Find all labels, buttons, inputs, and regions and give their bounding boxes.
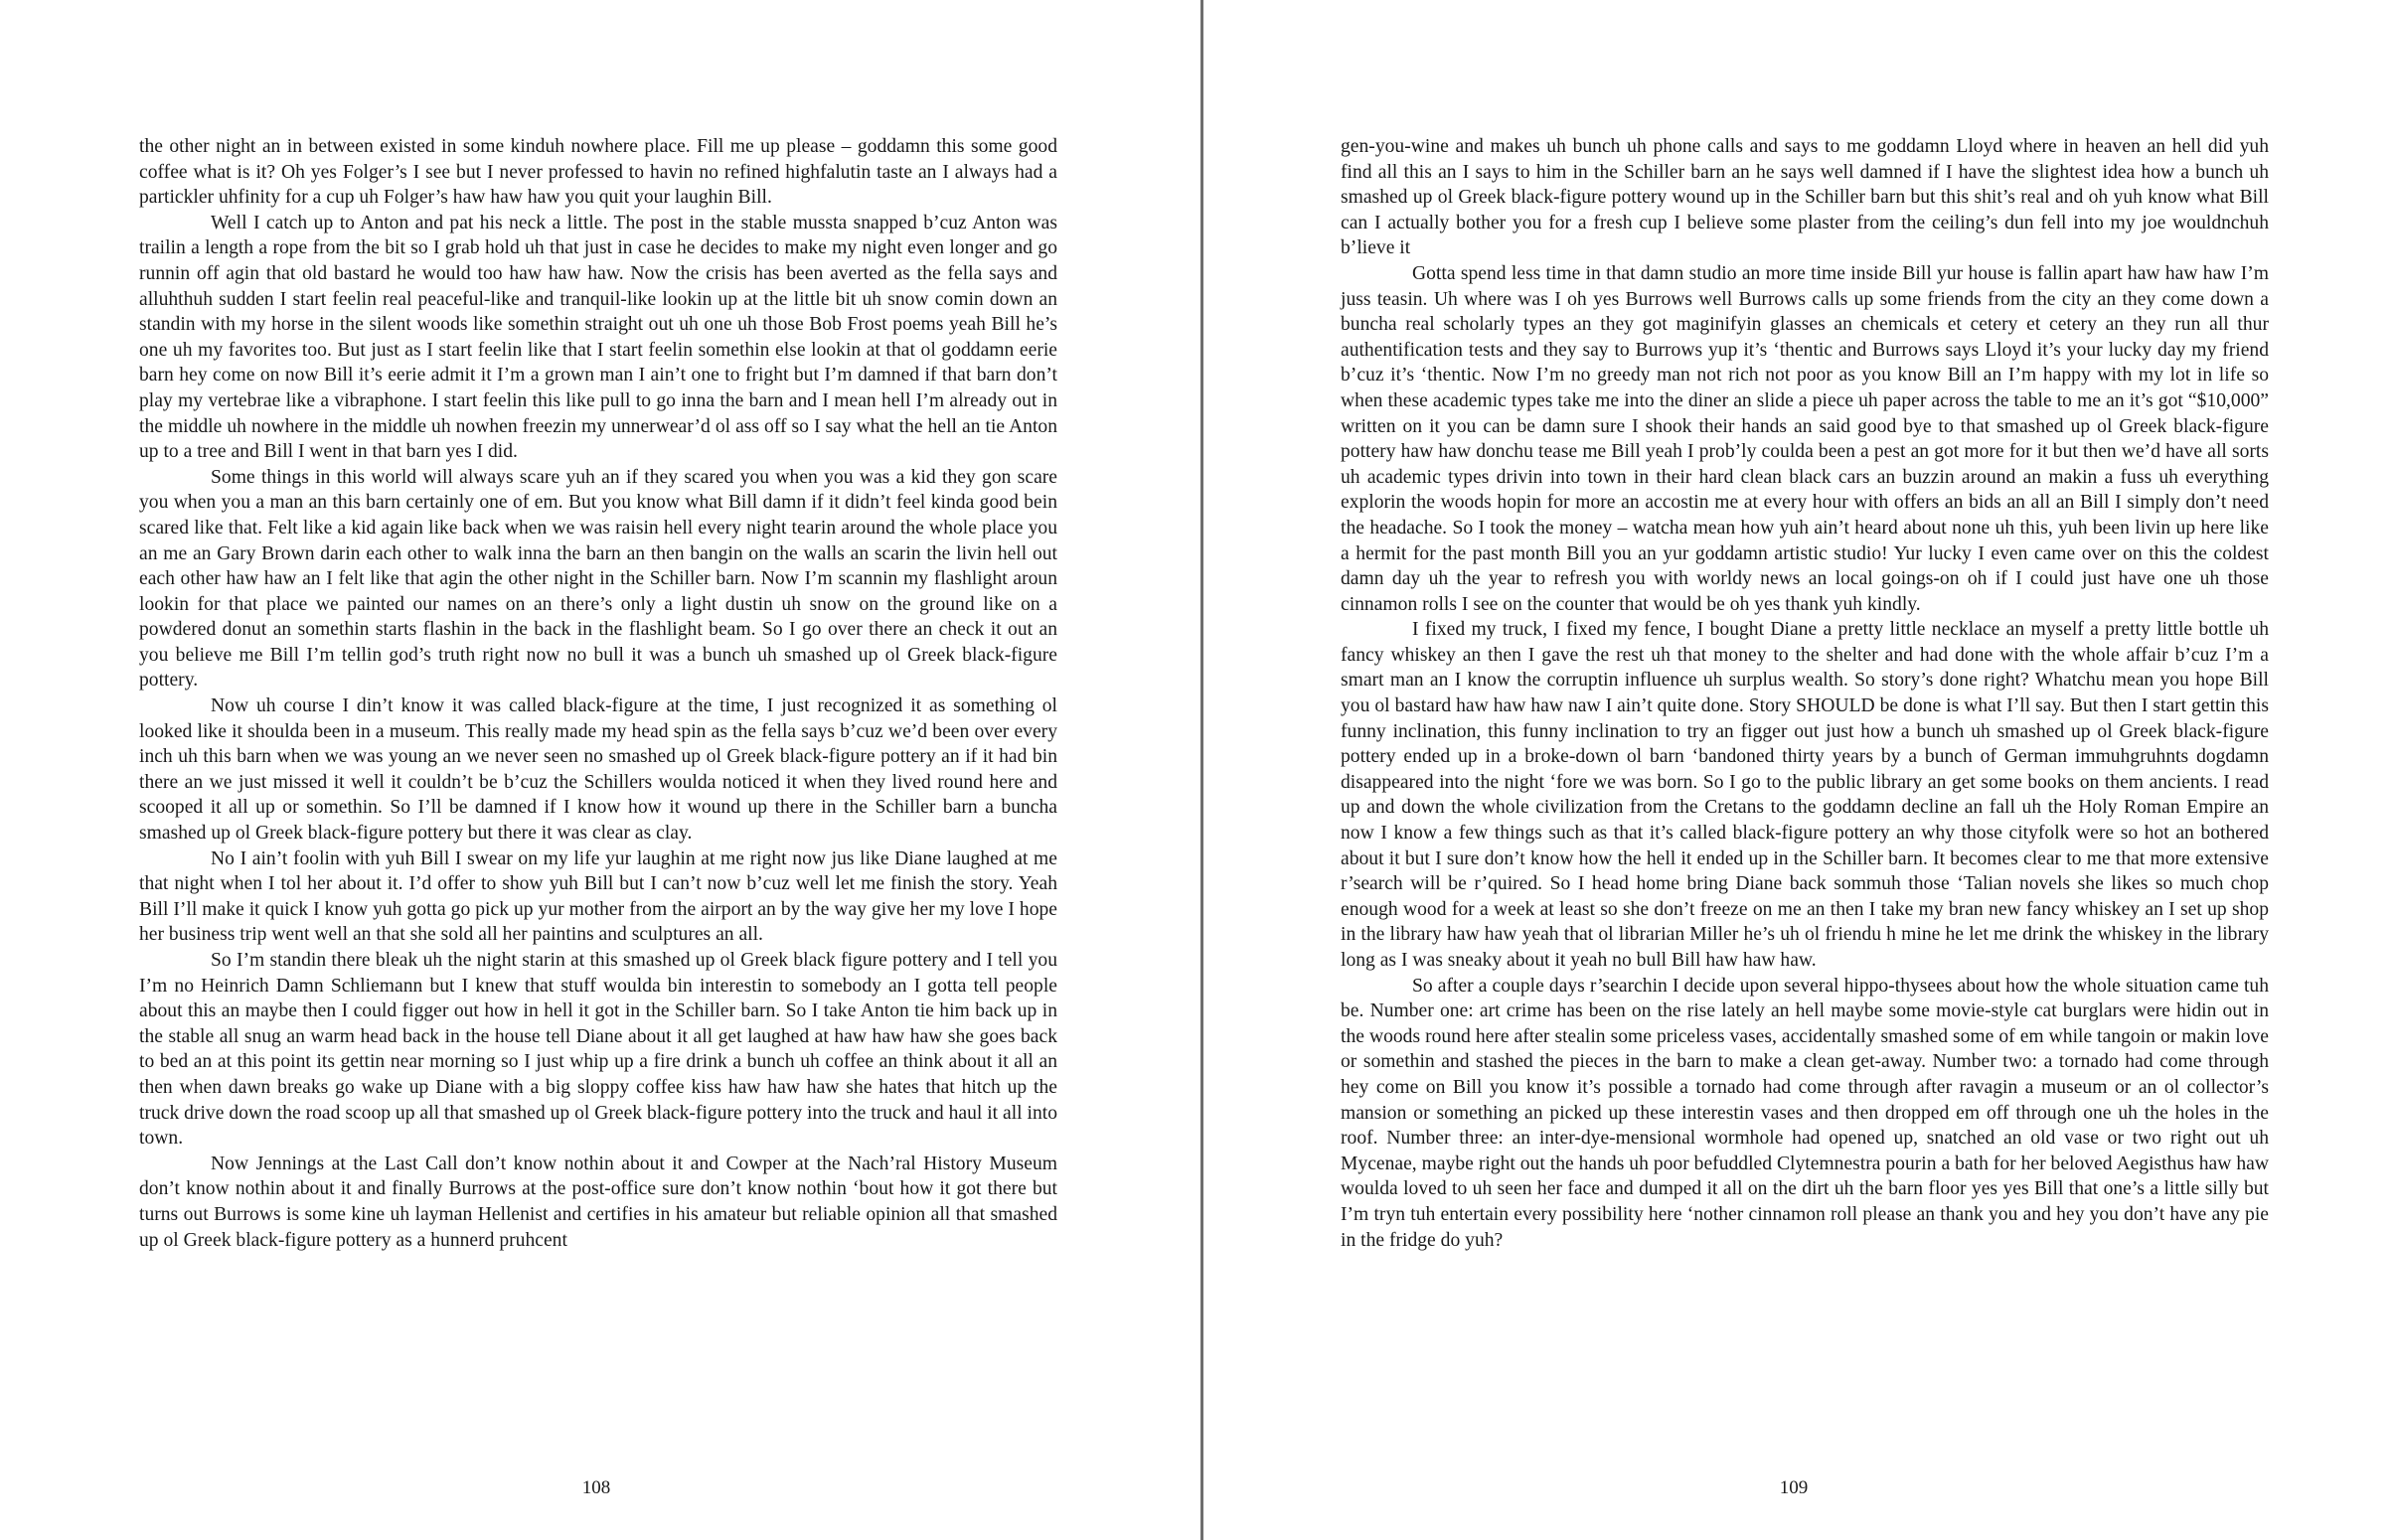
paragraph: the other night an in between existed in some kinduh nowhere place. Fill me up please – goddamn this some good coffee what is it? Oh yes Folger’s I see but I never professed to havin no refined highfalutin taste an I always had a partickler uhfinity for a cup uh Folger’s haw haw haw you quit your laughin Bill.: [139, 136, 1057, 209]
paragraph: Well I catch up to Anton and pat his neck a little. The post in the stable mussta snapped b’cuz Anton was trailin a length a rope from the bit so I grab hold uh that just in case he decides to make my night even longer and go runnin off agin that old bastard he would too haw haw haw. Now the crisis has been averted as the fella says and alluhthuh sudden I start feelin real peaceful-like and tranquil-like lookin up at the little bit uh snow comin down an standin with my horse in the silent woods like somethin straight out uh one uh those Bob Frost poems yeah Bill he’s one uh my favorites too. But just as I start feelin like that I start feelin somethin else lookin at that ol goddamn eerie barn hey come on now Bill it’s eerie admit it I’m a grown man I ain’t one to fright but I’m damned if that barn don’t play my vertebrae like a vibraphone. I start feelin this like pull to go inna the barn and I mean hell I’m already out in the middle uh nowhere in the middle uh nowhen freezin my unnerwear’d ol ass off so I say what the hell an tie Anton up to a tree and Bill I went in that barn yes I did.: [139, 212, 1057, 463]
paragraph: gen-you-wine and makes uh bunch uh phone calls and says to me goddamn Lloyd where in heaven an hell did yuh find all this an I says to him in the Schiller barn an he says well damned if I have the slightest idea how a bunch uh smashed up ol Greek black-figure pottery wound up in the Schiller barn but this shit’s real and oh yuh know what Bill can I actually bother you for a fresh cup I believe some plaster from the ceiling’s dun fell into my joe wouldnchuh b’lieve it: [1341, 136, 2269, 259]
paragraph: Gotta spend less time in that damn studio an more time inside Bill yur house is fallin apart haw haw haw I’m juss teasin. Uh where was I oh yes Burrows well Burrows calls up some friends from the city an they come down a buncha real scholarly types an they got maginifyin glasses an chemicals et cetery et cetery an they run all thur authentification tests and they say to Burrows yup it’s ‘thentic and Burrows says Lloyd it’s your lucky day my friend b’cuz it’s ‘thentic. Now I’m no greedy man not rich not poor as you know Bill an I’m happy with my lot in life so when these academic types take me into the diner an slide a piece uh paper across the table to me an it’s got “$10,000” written on it you can be damn sure I shook their hands an said good bye to that smashed up ol Greek black-figure pottery haw haw donchu tease me Bill yeah I prob’ly coulda been a pest an got more for it but then we’d have all sorts uh academic types drivin into town in their hard clean black cars an buzzin around an makin a fuss uh everything explorin the woods hopin for more an accostin me at every hour with offers an bids an all an Bill I simply don’t need the headache. So I took the money – watcha mean how yuh ain’t heard about none uh this, yuh been livin up here like a hermit for the past month Bill you an yur goddamn artistic studio! Yur lucky I even came over on this the coldest damn day uh the year to refresh you with worldy news an local goings-on oh if I could just have one uh those cinnamon rolls I see on the counter that would be oh yes thank yuh kindly.: [1341, 262, 2269, 615]
book-spine-divider: [1200, 0, 1203, 1540]
paragraph: Now Jennings at the Last Call don’t know nothin about it and Cowper at the Nach’ral History Museum don’t know nothin about it and finally Burrows at the post-office sure don’t know nothin ‘bout how it got there but turns out Burrows is some kine uh layman Hellenist and certifies in his amateur but reliable opinion all that smashed up ol Greek black-figure pottery as a hunnerd pruhcent: [139, 1153, 1057, 1251]
paragraph: I fixed my truck, I fixed my fence, I bought Diane a pretty little necklace an myself a pretty little bottle uh fancy whiskey an then I gave the rest uh that money to the shelter and had done with the whole affair b’cuz I’m a smart man an I know the corruptin influence uh surplus wealth. So story’s done right? Whatchu mean you hope Bill you ol bastard haw haw haw naw I ain’t quite done. Story SHOULD be done is what I’ll say. But then I start gettin this funny inclination, this funny inclination to try an figger out just how a bunch uh smashed up ol Greek black-figure pottery ended up in a broke-down ol barn ‘bandoned thirty years by a bunch of German immuhgruhnts dogdamn disappeared into the night ‘fore we was born. So I go to the public library an get some books on them ancients. I read up and down the whole civilization from the Cretans to the goddamn decline an fall uh the Holy Roman Empire an now I know a few things such as that it’s called black-figure pottery an why those cityfolk were so hot an bothered about it but I sure don’t know how the hell it ended up in the Schiller barn. It becomes clear to me that more extensive r’search will be r’quired. So I head home bring Diane back sommuh those ‘Talian novels she likes so much chop enough wood for a week at least so she don’t freeze on me an then I take my bran new fancy whiskey an I set up shop in the library haw haw yeah that ol librarian Miller he’s uh ol friendu h mine he let me drink the whiskey in the library long as I was sneaky about it yeah no bull Bill haw haw haw.: [1341, 619, 2269, 971]
paragraph: No I ain’t foolin with yuh Bill I swear on my life yur laughin at me right now jus like Diane laughed at me that night when I tol her about it. I’d offer to show yuh Bill but I can’t now b’cuz well let me finish the story. Yeah Bill I’ll make it quick I know yuh gotta go pick up yur mother from the airport an by the way give her my love I hope her business trip went well an that she sold all her paintins and sculptures an all.: [139, 847, 1057, 946]
page-number: 108: [581, 1477, 611, 1498]
right-page: [1204, 0, 2393, 1540]
paragraph: So I’m standin there bleak uh the night starin at this smashed up ol Greek black figure pottery and I tell you I’m no Heinrich Damn Schliemann but I knew that stuff woulda bin interestin to somebody an I gotta tell people about this an maybe then I could figger out how in hell it got in the Schiller barn. So I take Anton tie him back up in the stable all snug an warm head back in the house tell Diane about it all get laughed at haw haw haw she goes back to bed an at this point its gettin near morning so I just whip up a fire drink a bunch uh coffee an think about it all an then when dawn breaks go wake up Diane with a big sloppy coffee kiss haw haw haw she hates that hitch up the truck drive down the road scoop up all that smashed up ol Greek black-figure pottery into the truck and haul it all into town.: [139, 950, 1057, 1150]
paragraph: Some things in this world will always scare yuh an if they scared you when you was a kid they gon scare you when you a man an this barn certainly one of em. But you know what Bill damn if it didn’t feel kinda good bein scared like that. Felt like a kid again like back when we was raisin hell every night tearin around the whole place you an me an Gary Brown darin each other to walk inna the barn an then bangin on the walls an scarin the livin hell out each other haw haw an I felt like that agin the other night in the Schiller barn. Now I’m scannin my flashlight aroun lookin for that place we painted our names on an there’s only a light dustin uh snow on the ground like on a powdered donut an somethin starts flashin in the back in the flashlight beam. So I go over there an check it out an you believe me Bill I’m tellin god’s truth right now no bull it was a bunch uh smashed up ol Greek black-figure pottery.: [139, 466, 1057, 692]
left-page-text: [139, 134, 1057, 1253]
page-number: 109: [1779, 1477, 1809, 1498]
paragraph: Now uh course I din’t know it was called black-figure at the time, I just recognized it as something ol looked like it shoulda been in a museum. This really made my head spin as the fella says b’cuz we’d been over every inch uh this barn when we was young an we never seen no smashed up ol Greek black-figure pottery an if it had bin there an we just missed it well it couldn’t be b’cuz the Schillers woulda noticed it when they lived round here and scooped it all up or somethin. So I’ll be damned if I know how it wound up there in the Schiller barn a buncha smashed up ol Greek black-figure pottery but there it was clear as clay.: [139, 695, 1057, 845]
right-page-text: [1341, 134, 2269, 1253]
paragraph: So after a couple days r’searchin I decide upon several hippo-thysees about how the whole situation came tuh be. Number one: art crime has been on the rise lately an hell maybe some movie-style cat burglars were hidin out in the woods round here after stealin some priceless vases, accidentally smashed some of em while tangoin or makin love or somethin and stashed the pieces in the barn to make a clean get-away. Number two: a tornado had come through hey come on Bill you know it’s possible a tornado had come through after ravagin a museum or an ol collector’s mansion or something an picked up these interestin vases and then dropped em off through one uh the holes in the roof. Number three: an inter-dye-mensional wormhole had opened up, snatched an old vase or two right out uh Mycenae, maybe right out the hands uh poor befuddled Clytemnestra pourin a bath for her beloved Aegisthus haw haw woulda loved to uh seen her face and dumped it all on the dirt uh the barn floor yes yes Bill that one’s a little silly but I’m tryn tuh entertain every possibility here ‘nother cinnamon roll please an thank you and hey you don’t have any pie in the fridge do yuh?: [1341, 975, 2269, 1251]
